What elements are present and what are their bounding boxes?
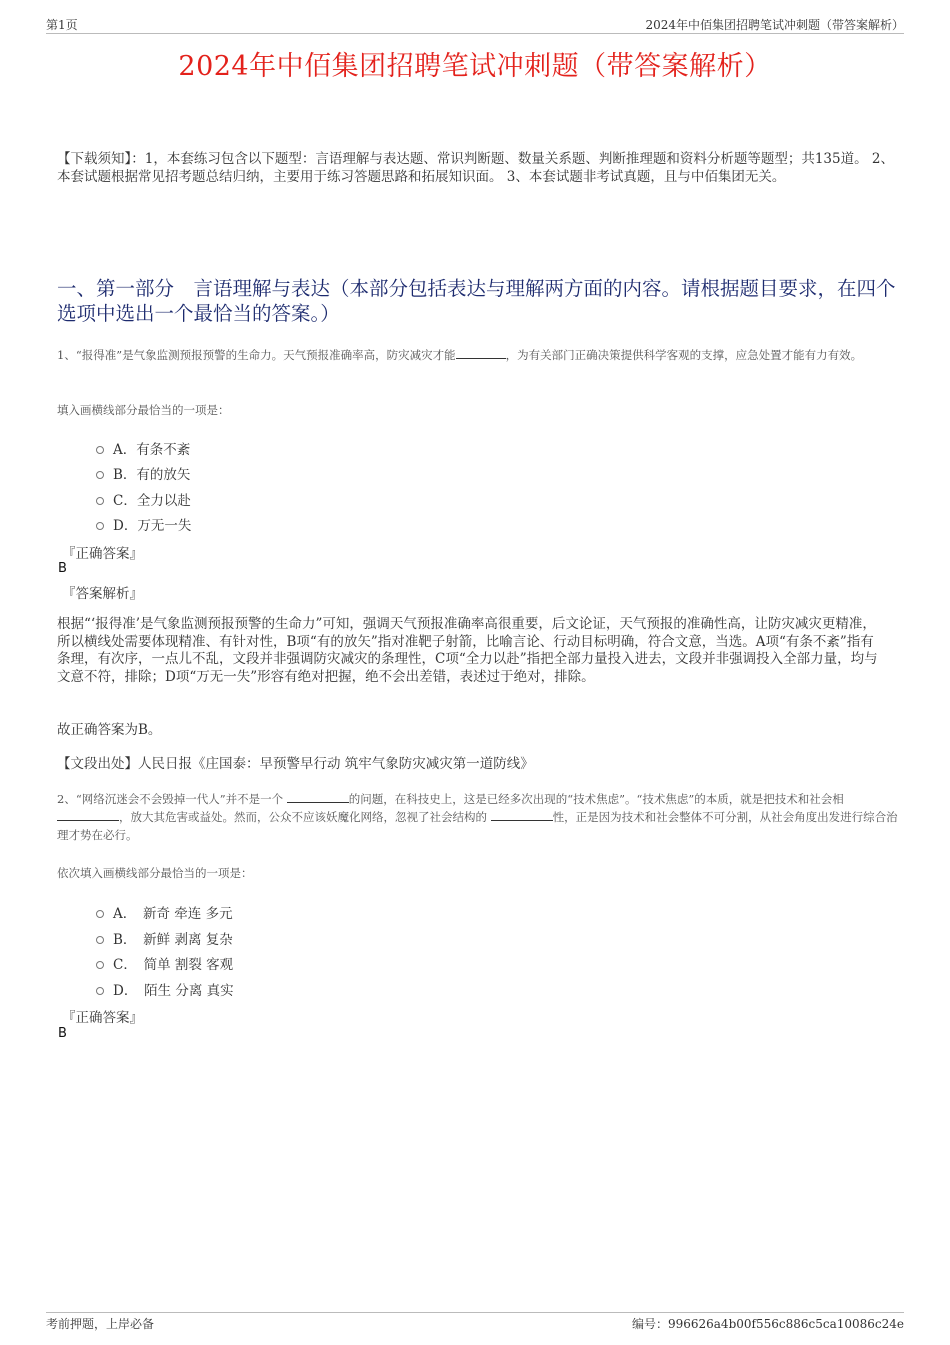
header-divider bbox=[46, 33, 904, 34]
header-page-label: 第1页 bbox=[46, 18, 78, 32]
question-1-source: 【文段出处】人民日报《庄国泰：早预警早行动 筑牢气象防灾减灾第一道防线》 bbox=[57, 756, 534, 772]
download-notice: 【下载须知】：1，本套练习包含以下题型：言语理解与表达题、常识判断题、数量关系题、判断推理题和资料分析题等题型；共135道。 2、本套试题根据常见招考题总结归纳，主要用于练习答题思路和拓展知识面。 3、本套试题非考试真题，且与中佰集团无关。 bbox=[57, 151, 894, 185]
question-2-blank-2 bbox=[57, 808, 119, 821]
question-1-analysis-label: 『答案解析』 bbox=[62, 586, 143, 602]
question-1-answer-label: 『正确答案』 bbox=[62, 546, 143, 562]
question-2-answer-label: 『正确答案』 bbox=[62, 1010, 143, 1026]
question-2-prompt: 依次填入画横线部分最恰当的一项是： bbox=[57, 866, 253, 880]
question-2-option-c[interactable]: C． 简单 割裂 客观 bbox=[96, 953, 233, 973]
question-2-blank-1 bbox=[287, 790, 349, 803]
radio-icon[interactable] bbox=[96, 497, 104, 505]
question-1-option-c[interactable]: C．全力以赴 bbox=[96, 489, 191, 509]
question-2-option-a[interactable]: A． 新奇 牵连 多元 bbox=[96, 902, 233, 922]
section-title: 一、第一部分 言语理解与表达（本部分包括表达与理解两方面的内容。请根据题目要求，在四个选项中选出一个最恰当的答案。） bbox=[57, 277, 896, 325]
question-2-answer: B bbox=[58, 1026, 67, 1041]
question-1-blank bbox=[456, 346, 506, 359]
header-doc-title: 2024年中佰集团招聘笔试冲刺题（带答案解析） bbox=[645, 18, 904, 32]
question-1-text: 1、“报得准”是气象监测预报预警的生命力。天气预报准确率高，防灾减灾才能 ，为有关部门正确决策提供科学客观的支撑，应急处置才能有力有效。 bbox=[57, 348, 863, 362]
question-1-option-d[interactable]: D．万无一失 bbox=[96, 514, 191, 534]
question-1-conclusion: 故正确答案为B。 bbox=[57, 722, 162, 738]
radio-icon[interactable] bbox=[96, 910, 104, 918]
radio-icon[interactable] bbox=[96, 936, 104, 944]
question-2-text: 2、“网络沉迷会不会毁掉一代人”并不是一个 的问题，在科技史上，这是已经多次出现的“技术焦虑”。“技术焦虑”的本质，就是把技术和社会相 ，放大其危害或益处。然而，公众不应该妖魔化网络，忽视了社会结构的 性，正是因为技术和社会整体不可分割，从社会角度出发进行综合治理才势在必行。 bbox=[57, 792, 898, 842]
question-1-answer: B bbox=[58, 561, 67, 576]
question-1-option-a[interactable]: A．有条不紊 bbox=[96, 438, 190, 458]
radio-icon[interactable] bbox=[96, 522, 104, 530]
question-2-option-d[interactable]: D． 陌生 分离 真实 bbox=[96, 979, 234, 999]
question-1-option-b[interactable]: B．有的放矢 bbox=[96, 463, 190, 483]
radio-icon[interactable] bbox=[96, 987, 104, 995]
question-1-analysis: 根据“‘报得准’是气象监测预报预警的生命力”可知，强调天气预报准确率高很重要，后文论证，天气预报的准确性高，让防灾减灾更精准，所以横线处需要体现精准、有针对性，B项“有的放矢”指对准靶子射箭，比喻言论、行动目标明确，符合文意，当选。A项“有条不紊”指有条理，有次序，一点儿不乱，文段并非强调防灾减灾的条理性，C项“全力以赴”指把全部力量投入进去，文段并非强调投入全部力量，均与文意不符，排除；D项“万无一失”形容有绝对把握，绝不会出差错，表述过于绝对，排除。 bbox=[57, 616, 878, 685]
radio-icon[interactable] bbox=[96, 446, 104, 454]
question-2-option-b[interactable]: B． 新鲜 剥离 复杂 bbox=[96, 928, 233, 948]
radio-icon[interactable] bbox=[96, 471, 104, 479]
footer-slogan: 考前押题，上岸必备 bbox=[46, 1317, 155, 1331]
footer-serial-number: 编号：996626a4b00f556c886c5ca10086c24e bbox=[631, 1317, 904, 1331]
page-title: 2024年中佰集团招聘笔试冲刺题（带答案解析） bbox=[178, 51, 772, 82]
question-1-prompt: 填入画横线部分最恰当的一项是： bbox=[57, 403, 230, 417]
footer-divider bbox=[46, 1312, 904, 1313]
radio-icon[interactable] bbox=[96, 961, 104, 969]
question-2-blank-3 bbox=[491, 808, 553, 821]
